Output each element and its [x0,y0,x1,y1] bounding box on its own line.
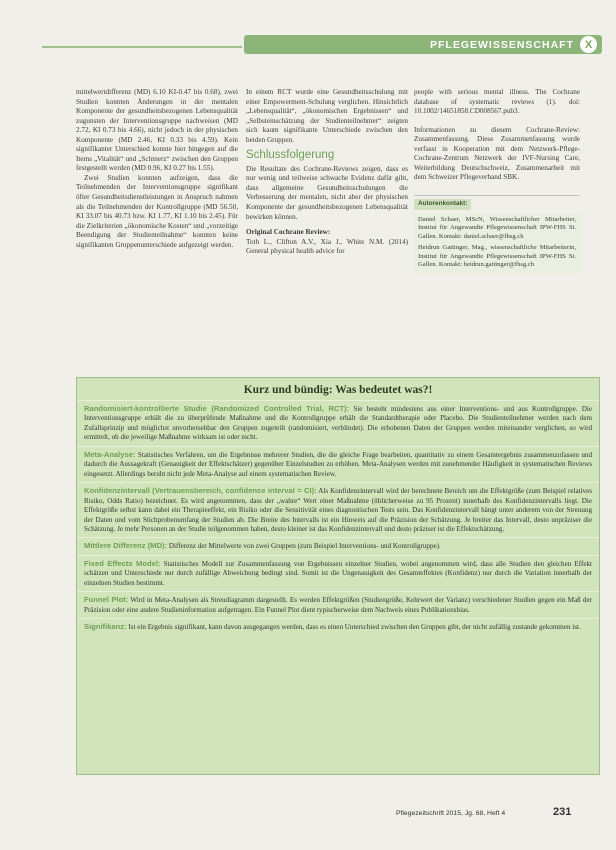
paragraph: Zwei Studien konnten aufzeigen, dass die Teilnehmenden der Interventionsgruppe signifikant öfter Gesundheitsdienstleistungen in Anspruch nahmen als die Teilnehmenden der Kontrollgruppe (MD 56.50, KI 33.07 bis 40.73 bzw. KI 1.77, KI 1.10 bis 2.45). Für die Zielkriterien „ökonomische Kosten“ und „vorzeitige Beendigung der Studienteilnahme“ konnten keine signifikanten Gruppenunterschiede aufgezeigt werden. [76,173,238,249]
glossary-title: Kurz und bündig: Was bedeutet was?! [243,384,433,396]
glossary-term: Funnel Plot: [84,595,129,605]
glossary-definition: Sie besteht mindestens aus einer Interventions- und aus Kontrollgruppe. Die Interventionsgruppe erhält die zu überprüfende Maßnahme und die Kontrollgruppe erhält die Standardtherapie oder Placebo. Die Studienteilnehmer werden nach dem Zufallsprinzip und möglichst unvorhersehbar den Gruppen zugeteilt (randomisiert, verblindet). Die erhobenen Daten der Gruppen werden miteinander verglichen, so wird ermittelt, ob die jeweilige Maßnahme wirksam ist oder nicht. [84,405,593,442]
glossary-definition: Differenz der Mittelwerte von zwei Gruppen (zum Beispiel Interventions- und Kontrollgruppe). [167,542,441,551]
column-1 [76,88,238,250]
section-heading: Schlussfolgerung [246,149,335,162]
header-rule [42,46,242,48]
section-badge-icon: X [580,36,597,53]
glossary-definition: Statistisches Verfahren, um die Ergebnisse mehrerer Studien, die die gleiche Frage bearbeiten, quantitativ zu einem Gesamtergebnis zusammenzufassen und dadurch die Aussagekraft (Genauigkeit der Effektschätzer) gegenüber Einzelstudien zu erhöhen. Meta-Analysen werden mit zunehmender Häufigkeit in systematischen Reviews eingesetzt. Allerdings beruht nicht jede Meta-Analyse auf einem systematischen Review. [84,450,592,478]
glossary-entry [77,618,599,635]
glossary-entry [77,400,599,446]
glossary-term: Mittlere Differenz (MD): [84,541,168,551]
section-title: PFLEGEWISSENSCHAFT [429,38,574,51]
glossary-entry [77,482,599,537]
glossary-entry [77,591,599,618]
glossary-definition: Statistisches Modell zur Zusammenfassung von Ergebnissen einzelner Studien, wobei angenommen wird, dass alle Studien den gleichen Effekt schätzen und Unterschiede nur durch zufällige Abweichung bedingt sind. Somit ist die Ungenauigkeit des Gesamteffektes (Konfidenz) nur durch die Variation innerhalb der einzelnen Studien bestimmt. [84,559,592,587]
column-2 [246,88,408,257]
glossary-term: Konfidenzintervall (Vertrauensbereich, confidence interval = CI): [84,486,317,496]
glossary-term: Fixed Effects Model: [84,558,161,568]
author-entry: Daniel Schaer, MScN, Wissenschaftlicher Mitarbeiter, Institut für Angewandte Pflegewissenschaft IPW-FHS St. Gallen. Kontakt: daniel.schaer@fhsg.ch [418,215,576,240]
paragraph: people with serious mental illness. The Cochrane database of systematic reviews (1). doi: 10.1002/14651858.CD008567.pub3. [414,88,580,116]
glossary-entry [77,446,599,482]
reference-label: Original Cochrane Review: [246,228,331,237]
paragraph: mittelwertdifferenz (MD) 6.10 KI-0.47 bis 0.68), zwei Studien konnten Änderungen in der mentalen Komponente der gesundheitsbezogenen Lebensqualität zugunsten der Interventionsgruppe nachweisen (MD 2.72, KI 0.73 bis 4.66), nicht jedoch in der physischen Komponente (MD 2.46, KI 0.33 bis 4.59). Kein signifikanter Unterschied konnte hier hingegen auf die Items „Vitalität“ und „Schmerz“ zwischen den Gruppen festgestellt werden (MD 0.96, KI 0.27 bis 1.55). [76,88,238,173]
journal-citation: Pflegezeitschrift 2015, Jg. 68, Heft 4 [396,810,506,817]
glossary-definition: Wird in Meta-Analysen als Streudiagramm dargestellt. Es werden Effektgrößen (Studiengröße, Kehrwert der Varianz) verschiedener Studien gegen ein Maß der Präzision oder eine andere Studieninformation aufgetragen. Ein Funnel Plot dient typischerweise dem Nachweis eines Publikationsbias. [84,596,592,614]
author-contact-body [414,213,580,274]
glossary-definition: Ist ein Ergebnis signifikant, kann davon ausgegangen werden, dass es einen Unterschied zwischen den Gruppen gibt, der nicht zufällig zustande gekommen ist. [126,623,581,632]
glossary-term: Meta-Analyse: [84,449,136,459]
author-entry: Heidrun Gattinger, Mag., wissenschaftliche Mitarbeiterin, Institut für Angewandte Pflegewissenschaft IPW-FHS St. Gallen. Kontakt: heidrun.gattinger@fhsg.ch [418,244,576,269]
glossary-box [76,377,600,775]
section-header [244,35,602,54]
paragraph: In einem RCT wurde eine Gesundheitsschulung mit einer Empowerment-Schulung verglichen. Hinsichtlich „Lebensqualität“, „ökonomischen Ergebnissen“ und „Selbsteinschätzung der Studienteilnehmer“ zeigten sich kaum signifikante Unterschiede zwischen den beiden Gruppen. [246,88,408,144]
paragraph: Die Resultate des Cochrane-Reviews zeigen, dass es nur wenig und teilweise schwache Evidenz dafür gibt, dass allgemeine Gesundheitsschulungen die Verbesserung der mentalen, nicht aber der physischen Komponente der gesundheitsbezogenen Lebensqualität bewirken können. [246,164,408,221]
column-3 [414,88,580,273]
glossary-entry [77,537,599,554]
page-number: 231 [553,806,572,818]
glossary-definition: Als Konfidenzintervall wird der berechnete Bereich um die Effektgröße (zum Beispiel relatives Risiko, Odds Ratio) bezeichnet. Es wird angenommen, dass der „wahre“ Wert einer Maßnahme (üblicherweise zu 95 Prozent) innerhalb des Konfidenzintervalls liegt. Die Effektgröße selbst kann dabei ein Therapieeffekt, ein Risiko oder die Sensitivität eines diagnostischen Tests sein. Das Konfidenzintervall hängt unter anderem von der Streuung der Daten und vom Stichprobenumfang der Studien ab. Die Breite des Intervalls ist ein Hinweis auf die Präzision der Schätzung. Je breiter das Intervall, desto unpräziser die Schätzung. Je mehr Personen an der Studie teilgenommen haben, desto kleiner ist das Konfidenzintervall und desto präziser ist die Effektschätzung. [84,487,592,533]
reference-text: Toth L., Clifton A.V., Xia J., White N.M. (2014) General physical health advice for [246,237,408,256]
author-contact-box [414,195,580,273]
glossary-entry [77,555,599,591]
author-contact-heading: Autorenkontakt: [414,199,471,210]
glossary-term: Signifikanz: [84,622,127,632]
glossary-term: Randomisiert-kontrollierte Studie (Randomized Controlled Trial, RCT): [84,404,350,413]
paragraph: Informationen zu diesem Cochrane-Review: Zusammenfassung. Diese Zusammenfassung wurde verfasst in Kooperation mit dem Netzwerk-Pflege-Cochrane-Zentrum Netzwerk der IVF-Nursing Care, Weiterbildung Deutschschweiz, Zusammenarbeit mit dem Schweizer Pflegeverband SBK. [414,125,580,182]
